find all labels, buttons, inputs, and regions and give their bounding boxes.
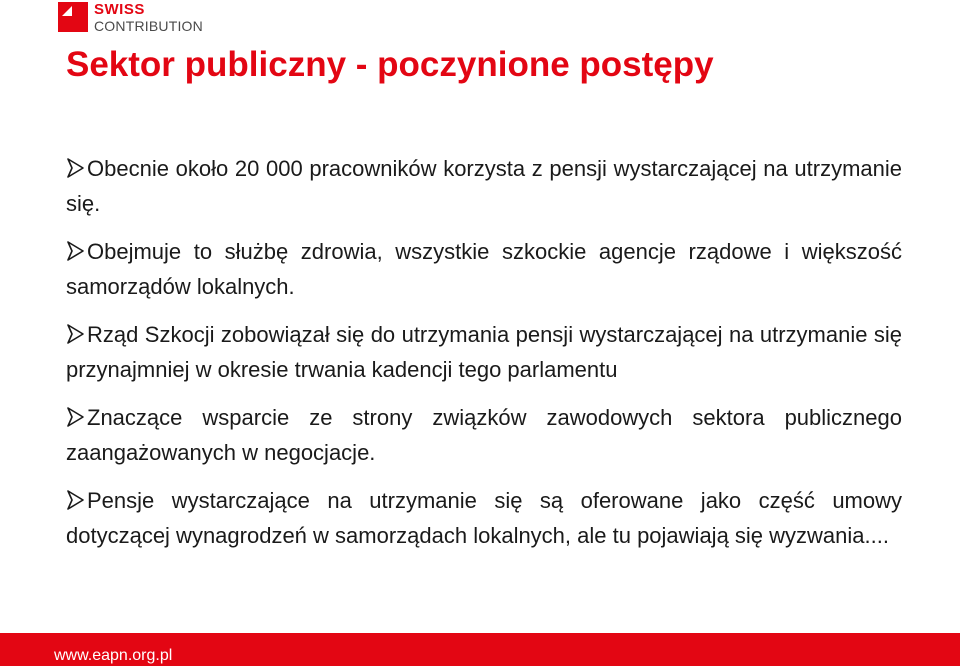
footer-bar (0, 633, 960, 666)
arrow-bullet-icon (66, 406, 85, 428)
swiss-cross-icon (58, 2, 88, 32)
bullet-text: Pensje wystarczające na utrzymanie się są oferowane jako część umowy dotyczącej wynagrodzeń w samorządach lokalnych, ale tu pojawiają się wyzwania.... (66, 488, 902, 548)
arrow-bullet-icon (66, 489, 85, 511)
bullet-item (66, 400, 902, 470)
arrow-bullet-icon (66, 240, 85, 262)
bullet-text: Znaczące wsparcie ze strony związków zawodowych sektora publicznego zaangażowanych w negocjacje. (66, 405, 902, 465)
bullet-list (66, 151, 902, 553)
bullet-text: Obecnie około 20 000 pracowników korzysta z pensji wystarczającej na utrzymanie się. (66, 156, 902, 216)
swiss-contribution-logo (58, 2, 203, 32)
logo-text (94, 2, 203, 33)
bullet-item (66, 234, 902, 304)
arrow-bullet-icon (66, 323, 85, 345)
bullet-text: Rząd Szkocji zobowiązał się do utrzymania pensji wystarczającej na utrzymanie się przynajmniej w okresie trwania kadencji tego parlamentu (66, 322, 902, 382)
bullet-text: Obejmuje to służbę zdrowia, wszystkie szkockie agencje rządowe i większość samorządów lokalnych. (66, 239, 902, 299)
bullet-item (66, 151, 902, 221)
arrow-bullet-icon (66, 157, 85, 179)
slide-title: Sektor publiczny - poczynione postępy (66, 45, 714, 84)
logo-line-1: SWISS (94, 1, 145, 18)
logo-line-2: CONTRIBUTION (94, 18, 203, 34)
bullet-item (66, 317, 902, 387)
footer-url[interactable]: www.eapn.org.pl (54, 647, 173, 664)
bullet-item (66, 483, 902, 553)
